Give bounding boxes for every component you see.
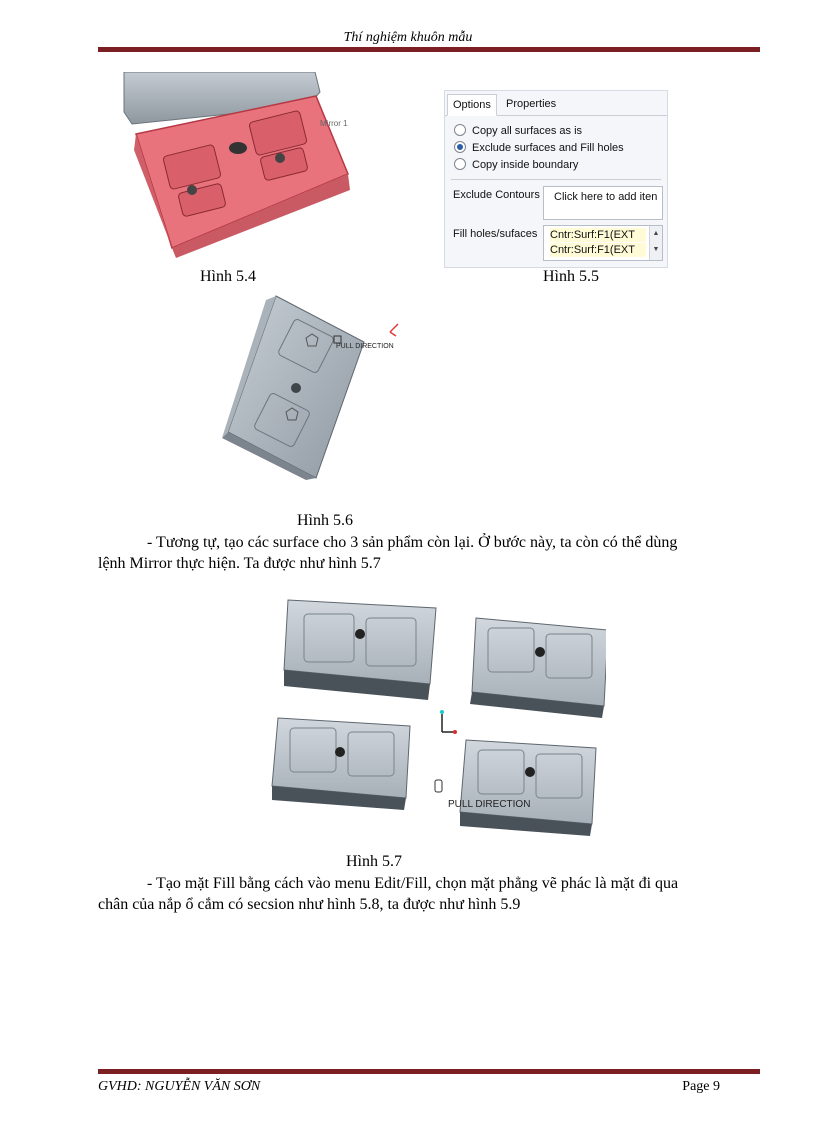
tab-options[interactable]: Options bbox=[447, 94, 497, 116]
part-2 bbox=[470, 618, 606, 718]
figure-5-7-caption: Hình 5.7 bbox=[346, 853, 402, 870]
paragraph-2-line-2: chân của nắp ổ cắm có secsion như hình 5.8, ta được như hình 5.9 bbox=[98, 896, 521, 913]
figure-5-7-image bbox=[270, 594, 606, 840]
figure-5-6-image bbox=[214, 292, 404, 482]
figure-5-5-caption: Hình 5.5 bbox=[543, 268, 599, 285]
part-3 bbox=[272, 718, 410, 810]
tab-properties[interactable]: Properties bbox=[506, 98, 557, 110]
list-item[interactable]: Cntr:Surf:F1(EXT bbox=[550, 228, 646, 242]
exclude-contours-label: Exclude Contours bbox=[453, 189, 540, 201]
exclude-contours-field[interactable] bbox=[543, 186, 663, 220]
fill-holes-list[interactable] bbox=[543, 225, 663, 261]
list-scrollbar[interactable]: ▲ ▼ bbox=[649, 226, 662, 260]
paragraph-1-line-1: - Tương tự, tạo các surface cho 3 sản phẩm còn lại. Ở bước này, ta còn có thể dùng bbox=[147, 534, 678, 551]
radio-exclude-fill[interactable] bbox=[454, 141, 466, 153]
header-rule bbox=[98, 47, 760, 52]
options-dialog bbox=[444, 90, 668, 268]
footer-page-number: Page 9 bbox=[682, 1079, 720, 1094]
option-exclude-fill[interactable] bbox=[454, 140, 624, 156]
list-item[interactable]: Cntr:Surf:F1(EXT bbox=[550, 243, 646, 257]
radio-copy-inside[interactable] bbox=[454, 158, 466, 170]
dialog-separator bbox=[451, 179, 661, 180]
pull-direction-label: PULL DIRECTION bbox=[336, 343, 394, 350]
option-copy-inside[interactable] bbox=[454, 157, 578, 173]
part-1 bbox=[284, 600, 436, 700]
fill-holes-label: Fill holes/sufaces bbox=[453, 228, 538, 240]
paragraph-2-line-1: - Tạo mặt Fill bằng cách vào menu Edit/Fill, chọn mặt phẳng vẽ phác là mặt đi qua bbox=[147, 875, 679, 892]
part-4 bbox=[460, 740, 596, 836]
radio-copy-all[interactable] bbox=[454, 124, 466, 136]
figure-5-6-caption: Hình 5.6 bbox=[297, 512, 353, 529]
footer-instructor: GVHD: NGUYỄN VĂN SƠN bbox=[98, 1079, 261, 1094]
exclude-contours-value: Click here to add iten bbox=[554, 191, 658, 203]
figure-5-4-caption: Hình 5.4 bbox=[200, 268, 256, 285]
mirror-label: Mirror 1 bbox=[320, 119, 348, 128]
dialog-tabs bbox=[445, 91, 667, 116]
option-label: Copy all surfaces as is bbox=[472, 125, 583, 137]
option-label: Exclude surfaces and Fill holes bbox=[472, 142, 624, 154]
paragraph-1-line-2: lệnh Mirror thực hiện. Ta được như hình 5.7 bbox=[98, 555, 381, 572]
footer-rule bbox=[98, 1069, 760, 1074]
pull-direction-label-2: PULL DIRECTION bbox=[448, 799, 531, 810]
header-title: Thí nghiệm khuôn mẫu bbox=[343, 30, 473, 45]
option-copy-all[interactable] bbox=[454, 123, 582, 139]
option-label: Copy inside boundary bbox=[472, 159, 579, 171]
figure-5-4-image bbox=[120, 72, 360, 258]
